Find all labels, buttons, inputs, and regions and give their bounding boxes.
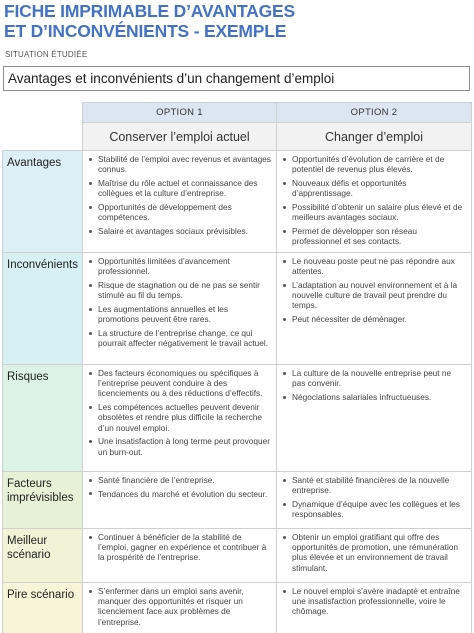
situation-field[interactable]: Avantages et inconvénients d’un changement d’emploi bbox=[3, 66, 470, 91]
corner-blank bbox=[3, 103, 83, 123]
list-item: Permet de développer son réseau professionnel et ses contacts. bbox=[283, 226, 466, 246]
list-item: Les compétences actuelles peuvent devenir obsolètes et rendre plus difficile la recherche d’un nouvel emploi. bbox=[89, 402, 271, 433]
option-1-name[interactable]: Conserver l’emploi actuel bbox=[83, 123, 277, 151]
list-item: Maîtrise du rôle actuel et connaissance des collègues et la culture d’entreprise. bbox=[89, 178, 271, 198]
bullet-list bbox=[283, 532, 466, 573]
option-1-cell[interactable] bbox=[83, 583, 277, 633]
list-item: Opportunités de développement des compétences. bbox=[89, 202, 271, 222]
bullet-list bbox=[89, 475, 271, 499]
option-2-cell[interactable] bbox=[277, 529, 472, 583]
bullet-list bbox=[283, 256, 466, 324]
option-1-cell[interactable] bbox=[83, 253, 277, 365]
option-2-cell[interactable] bbox=[277, 365, 472, 472]
option-1-header: OPTION 1 bbox=[83, 103, 277, 123]
row-label: Inconvénients bbox=[3, 253, 83, 365]
bullet-list bbox=[283, 368, 466, 402]
option-2-cell[interactable] bbox=[277, 151, 472, 253]
row-label: Avantages bbox=[3, 151, 83, 253]
option-1-cell[interactable] bbox=[83, 529, 277, 583]
option-1-cell[interactable] bbox=[83, 151, 277, 253]
list-item: Tendances du marché et évolution du secteur. bbox=[89, 489, 271, 499]
bullet-list bbox=[89, 154, 271, 236]
option-1-cell[interactable] bbox=[83, 365, 277, 472]
table-row bbox=[3, 151, 472, 253]
option-name-row bbox=[3, 123, 472, 151]
row-label: Risques bbox=[3, 365, 83, 472]
list-item: Une insatisfaction à long terme peut provoquer un burn-out. bbox=[89, 436, 271, 456]
title-line-2: ET D’INCONVÉNIENTS - EXEMPLE bbox=[4, 21, 287, 41]
list-item: Nouveaux défis et opportunités d’apprentissage. bbox=[283, 178, 466, 198]
pros-cons-table bbox=[2, 102, 472, 633]
option-2-cell[interactable] bbox=[277, 253, 472, 365]
option-1-cell[interactable] bbox=[83, 472, 277, 529]
bullet-list bbox=[89, 532, 271, 563]
bullet-list bbox=[283, 154, 466, 246]
option-2-header: OPTION 2 bbox=[277, 103, 472, 123]
table-row bbox=[3, 472, 472, 529]
list-item: Santé et stabilité financières de la nouvelle entreprise. bbox=[283, 475, 466, 495]
table-row bbox=[3, 365, 472, 472]
bullet-list bbox=[89, 586, 271, 627]
situation-label: SITUATION ÉTUDIÉE bbox=[5, 50, 88, 59]
table-row bbox=[3, 529, 472, 583]
list-item: Continuer à bénéficier de la stabilité de l’emploi, gagner en expérience et contribuer à la prospérité de l’entreprise. bbox=[89, 532, 271, 563]
option-2-cell[interactable] bbox=[277, 583, 472, 633]
list-item: La culture de la nouvelle entreprise peut ne pas convenir. bbox=[283, 368, 466, 388]
list-item: Opportunités d’évolution de carrière et de potentiel de revenus plus élevés. bbox=[283, 154, 466, 174]
list-item: Obtenir un emploi gratifiant qui offre des opportunités de promotion, une rémunération plus élevée et un environnement de travail stimulant. bbox=[283, 532, 466, 573]
list-item: Possibilité d’obtenir un salaire plus élevé et de meilleurs avantages sociaux. bbox=[283, 202, 466, 222]
list-item: L’adaptation au nouvel environnement et à la nouvelle culture de travail peut prendre du temps. bbox=[283, 280, 466, 311]
list-item: Le nouveau poste peut ne pas répondre aux attentes. bbox=[283, 256, 466, 276]
list-item: Négociations salariales infructueuses. bbox=[283, 392, 466, 402]
list-item: Stabilité de l’emploi avec revenus et avantages connus. bbox=[89, 154, 271, 174]
corner-blank bbox=[3, 123, 83, 151]
list-item: Les augmentations annuelles et les promotions peuvent être rares. bbox=[89, 304, 271, 324]
bullet-list bbox=[89, 256, 271, 348]
option-2-name[interactable]: Changer d’emploi bbox=[277, 123, 472, 151]
row-label: Meilleur scénario bbox=[3, 529, 83, 583]
list-item: Risque de stagnation ou de ne pas se sentir stimulé au fil du temps. bbox=[89, 280, 271, 300]
row-label: Pire scénario bbox=[3, 583, 83, 633]
list-item: Peut nécessiter de déménager. bbox=[283, 314, 466, 324]
list-item: Opportunités limitées d’avancement professionnel. bbox=[89, 256, 271, 276]
option-2-cell[interactable] bbox=[277, 472, 472, 529]
list-item: Dynamique d’équipe avec les collègues et les responsables. bbox=[283, 499, 466, 519]
list-item: Santé financière de l’entreprise. bbox=[89, 475, 271, 485]
option-header-row bbox=[3, 103, 472, 123]
list-item: Des facteurs économiques ou spécifiques à l’entreprise peuvent conduire à des licenciements ou à des réductions d’effectifs. bbox=[89, 368, 271, 399]
page-title bbox=[4, 1, 470, 41]
row-label: Facteurs imprévisibles bbox=[3, 472, 83, 529]
list-item: La structure de l’entreprise change, ce qui pourrait affecter négativement le travail actuel. bbox=[89, 328, 271, 348]
list-item: Salaire et avantages sociaux prévisibles. bbox=[89, 226, 271, 236]
bullet-list bbox=[283, 586, 466, 617]
table-row bbox=[3, 583, 472, 633]
list-item: Le nouvel emploi s’avère inadapté et entraîne une insatisfaction professionnelle, voire le chômage. bbox=[283, 586, 466, 617]
bullet-list bbox=[283, 475, 466, 519]
title-line-1: FICHE IMPRIMABLE D’AVANTAGES bbox=[4, 1, 295, 21]
bullet-list bbox=[89, 368, 271, 457]
list-item: S’enfermer dans un emploi sans avenir, manquer des opportunités et risquer un licenciement face aux problèmes de l’entreprise. bbox=[89, 586, 271, 627]
table-row bbox=[3, 253, 472, 365]
